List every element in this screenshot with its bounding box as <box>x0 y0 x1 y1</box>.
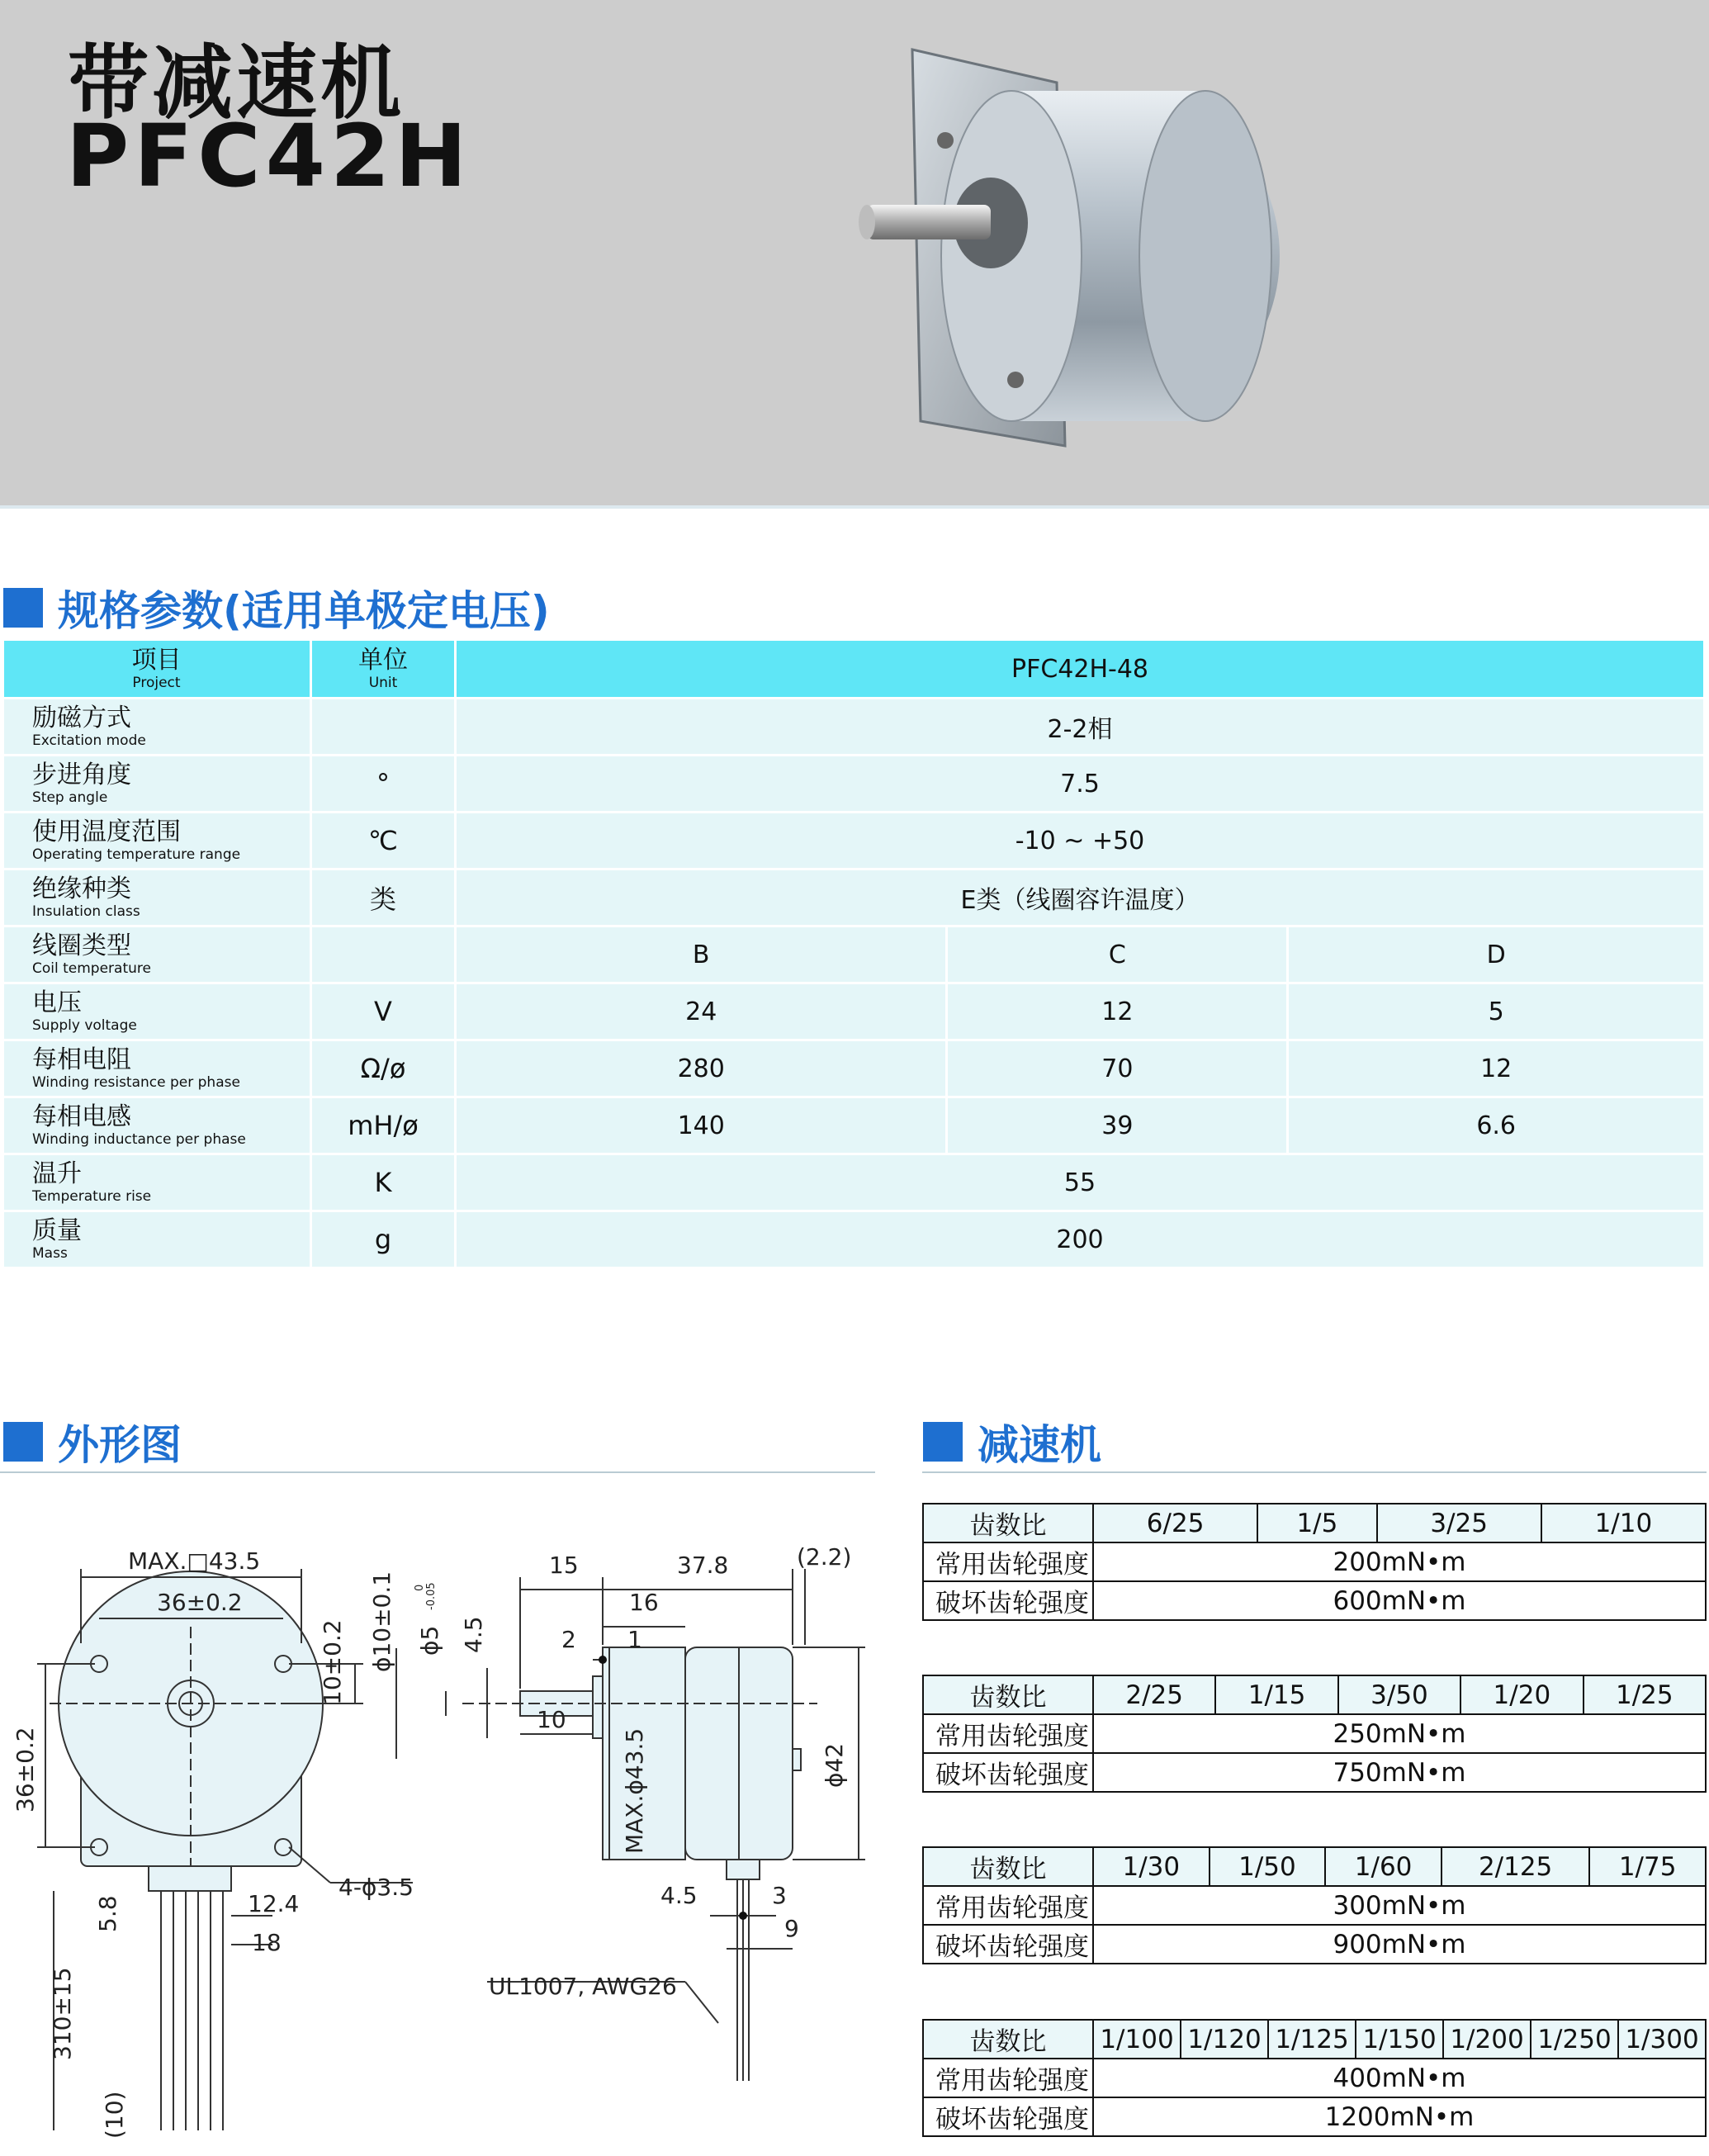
ratio-value: 6/25 <box>1093 1504 1257 1542</box>
spec-section-title: 规格参数(适用单极定电压) <box>58 587 550 635</box>
strength-label: 常用齿轮强度 <box>923 1714 1093 1753</box>
row-label-cn: 温升 <box>32 1159 82 1188</box>
row-value: 70 <box>947 1040 1288 1097</box>
row-label-cn: 每相电感 <box>32 1102 131 1131</box>
outline-drawing <box>0 1486 892 2147</box>
section-marker-icon <box>3 1422 43 1462</box>
table-row <box>923 1847 1706 1886</box>
row-value: 280 <box>456 1040 947 1097</box>
ratio-value: 1/250 <box>1531 2020 1618 2059</box>
row-value: 12 <box>947 983 1288 1040</box>
gear-table-2 <box>922 1675 1707 1793</box>
motor-photo <box>850 33 1313 471</box>
table-row <box>923 1581 1706 1620</box>
datum-dot-icon <box>599 1656 607 1664</box>
divider <box>922 1471 1707 1473</box>
section-marker-icon <box>923 1422 963 1462</box>
table-row <box>923 1714 1706 1753</box>
break-label: 破坏齿轮强度 <box>923 2097 1093 2136</box>
outline-section-title: 外形图 <box>58 1421 182 1469</box>
row-label-cn: 使用温度范围 <box>32 817 181 846</box>
ratio-value: 1/50 <box>1210 1847 1326 1886</box>
table-row <box>923 2059 1706 2097</box>
strength-value: 400mN•m <box>1093 2059 1706 2097</box>
dim-pitch-h: 36±0.2 <box>157 1589 243 1616</box>
spec-header-row <box>3 640 1705 699</box>
dim-2-2: (2.2) <box>797 1543 852 1571</box>
table-row <box>923 1542 1706 1581</box>
table-row <box>3 926 1705 983</box>
row-label-cn: 线圈类型 <box>32 931 131 960</box>
ratio-label: 齿数比 <box>923 1847 1093 1886</box>
row-label-cn: 每相电阻 <box>32 1045 131 1074</box>
dim-holes: 4-ϕ3.5 <box>338 1874 414 1901</box>
table-row <box>3 756 1705 813</box>
ratio-value: 1/15 <box>1215 1675 1337 1714</box>
ratio-value: 1/60 <box>1325 1847 1442 1886</box>
row-label-en: Operating temperature range <box>32 846 241 863</box>
header-unit-cn: 单位 <box>358 646 408 675</box>
dim-lead-length: 310±15 <box>49 1967 76 2060</box>
break-label: 破坏齿轮强度 <box>923 1753 1093 1792</box>
row-label-cn: 质量 <box>32 1216 82 1245</box>
dim-9: 9 <box>784 1915 799 1942</box>
ratio-value: 1/200 <box>1443 2020 1531 2059</box>
row-label-cn: 绝缘种类 <box>32 874 131 903</box>
row-unit <box>311 926 456 983</box>
title-chinese: 带减速机 <box>68 36 405 130</box>
ratio-value: 1/10 <box>1541 1504 1706 1542</box>
dim-4-5: 4.5 <box>660 1882 698 1909</box>
row-value: C <box>947 926 1288 983</box>
row-value: 24 <box>456 983 947 1040</box>
dim-lead-end: (10) <box>101 2091 128 2139</box>
row-unit: 类 <box>311 870 456 926</box>
gear-section-heading <box>923 1419 1101 1469</box>
ratio-value: 1/300 <box>1618 2020 1706 2059</box>
ratio-value: 1/75 <box>1589 1847 1706 1886</box>
spec-section-heading <box>3 585 550 635</box>
gear-table-3 <box>922 1846 1707 1964</box>
table-row <box>923 1504 1706 1542</box>
table-row <box>3 870 1705 926</box>
dim-conn-c: 18 <box>252 1929 282 1956</box>
dim-1: 1 <box>627 1626 642 1653</box>
strength-label: 常用齿轮强度 <box>923 2059 1093 2097</box>
break-value: 900mN•m <box>1093 1925 1706 1964</box>
dim-boss: ϕ10±0.1 <box>368 1571 395 1672</box>
row-value: 200 <box>456 1211 1705 1268</box>
dim-37-8: 37.8 <box>677 1552 729 1579</box>
strength-value: 200mN•m <box>1093 1542 1706 1581</box>
row-value: 5 <box>1288 983 1705 1040</box>
dim-shaft-tol-bot: -0.05 <box>425 1582 438 1610</box>
row-value: 39 <box>947 1097 1288 1154</box>
row-label-cn: 电压 <box>32 988 82 1017</box>
break-value: 1200mN•m <box>1093 2097 1706 2136</box>
strength-value: 250mN•m <box>1093 1714 1706 1753</box>
row-unit: K <box>311 1154 456 1211</box>
dim-10: 10 <box>537 1706 566 1733</box>
row-value: E类（线圈容许温度） <box>456 870 1705 926</box>
table-row <box>3 699 1705 756</box>
dim-conn-a: 5.8 <box>94 1895 121 1932</box>
dim-offset-v: 10±0.2 <box>319 1619 346 1705</box>
row-value: 55 <box>456 1154 1705 1211</box>
row-value: 6.6 <box>1288 1097 1705 1154</box>
hero-banner <box>0 0 1709 509</box>
ratio-value: 1/5 <box>1257 1504 1376 1542</box>
header-unit-en: Unit <box>368 675 398 691</box>
row-label-en: Winding inductance per phase <box>32 1131 246 1148</box>
ratio-value: 3/25 <box>1377 1504 1541 1542</box>
ratio-value: 1/125 <box>1268 2020 1356 2059</box>
row-value: 7.5 <box>456 756 1705 813</box>
row-value: -10 ~ +50 <box>456 813 1705 870</box>
row-label-en: Temperature rise <box>32 1188 152 1205</box>
row-unit: V <box>311 983 456 1040</box>
spec-table <box>2 638 1706 1269</box>
strength-label: 常用齿轮强度 <box>923 1886 1093 1925</box>
row-label-en: Step angle <box>32 789 108 806</box>
dim-conn-b: 12.4 <box>248 1890 300 1917</box>
header-item-en: Project <box>132 675 181 691</box>
break-value: 750mN•m <box>1093 1753 1706 1792</box>
ratio-value: 1/25 <box>1584 1675 1706 1714</box>
dim-16: 16 <box>629 1589 659 1616</box>
row-value: 12 <box>1288 1040 1705 1097</box>
ratio-value: 1/100 <box>1093 2020 1181 2059</box>
ratio-label: 齿数比 <box>923 1675 1093 1714</box>
ratio-value: 3/50 <box>1338 1675 1460 1714</box>
wire-spec: UL1007, AWG26 <box>489 1973 677 2000</box>
row-value: 2-2相 <box>456 699 1705 756</box>
dim-diameter-42: ϕ42 <box>821 1742 848 1788</box>
table-row <box>923 2097 1706 2136</box>
dim-max-square: MAX.□43.5 <box>128 1547 261 1575</box>
strength-value: 300mN•m <box>1093 1886 1706 1925</box>
row-label-cn: 步进角度 <box>32 761 131 789</box>
gear-section-title: 减速机 <box>978 1421 1101 1469</box>
row-unit: mH/ø <box>311 1097 456 1154</box>
table-row <box>923 1675 1706 1714</box>
ratio-value: 1/30 <box>1093 1847 1210 1886</box>
row-label-cn: 励磁方式 <box>32 704 131 732</box>
row-value: 140 <box>456 1097 947 1154</box>
ratio-value: 2/25 <box>1093 1675 1215 1714</box>
datum-dot-icon <box>739 1912 747 1920</box>
outline-section-heading <box>3 1419 182 1469</box>
dim-max-diameter: MAX.ϕ43.5 <box>621 1727 648 1854</box>
ratio-value: 2/125 <box>1442 1847 1589 1886</box>
table-row <box>3 1211 1705 1268</box>
gear-table-1 <box>922 1503 1707 1621</box>
table-row <box>3 983 1705 1040</box>
dim-shaft: ϕ5 <box>416 1625 443 1656</box>
dim-shaft-tol-top: 0 <box>414 1584 426 1591</box>
table-row <box>3 1097 1705 1154</box>
ratio-label: 齿数比 <box>923 1504 1093 1542</box>
dim-flat: 4.5 <box>460 1616 487 1653</box>
break-label: 破坏齿轮强度 <box>923 1581 1093 1620</box>
row-unit <box>311 699 456 756</box>
ratio-value: 1/120 <box>1181 2020 1268 2059</box>
table-row <box>923 1886 1706 1925</box>
ratio-value: 1/150 <box>1356 2020 1443 2059</box>
table-row <box>3 813 1705 870</box>
break-value: 600mN•m <box>1093 1581 1706 1620</box>
row-unit: ℃ <box>311 813 456 870</box>
break-label: 破坏齿轮强度 <box>923 1925 1093 1964</box>
table-row <box>3 1154 1705 1211</box>
header-item-cn: 项目 <box>131 646 182 675</box>
ratio-label: 齿数比 <box>923 2020 1093 2059</box>
table-row <box>923 1925 1706 1964</box>
divider <box>0 1471 875 1473</box>
table-row <box>3 1040 1705 1097</box>
header-model: PFC42H-48 <box>456 640 1705 699</box>
section-marker-icon <box>3 588 43 628</box>
row-unit: g <box>311 1211 456 1268</box>
row-label-en: Mass <box>32 1245 68 1262</box>
row-label-en: Winding resistance per phase <box>32 1074 240 1091</box>
table-row <box>923 1753 1706 1792</box>
row-unit: Ω/ø <box>311 1040 456 1097</box>
dim-15: 15 <box>549 1552 579 1579</box>
dim-pitch-v: 36±0.2 <box>12 1727 39 1812</box>
strength-label: 常用齿轮强度 <box>923 1542 1093 1581</box>
table-row <box>923 2020 1706 2059</box>
dim-2: 2 <box>561 1626 576 1653</box>
gear-table-4 <box>922 2019 1707 2137</box>
ratio-value: 1/20 <box>1460 1675 1583 1714</box>
row-value: D <box>1288 926 1705 983</box>
title-model: PFC42H <box>66 106 472 206</box>
row-label-en: Coil temperature <box>32 960 151 977</box>
row-value: B <box>456 926 947 983</box>
row-label-en: Supply voltage <box>32 1017 137 1034</box>
dim-3: 3 <box>772 1882 787 1909</box>
row-unit: ° <box>311 756 456 813</box>
row-label-en: Insulation class <box>32 903 140 920</box>
row-label-en: Excitation mode <box>32 732 146 749</box>
